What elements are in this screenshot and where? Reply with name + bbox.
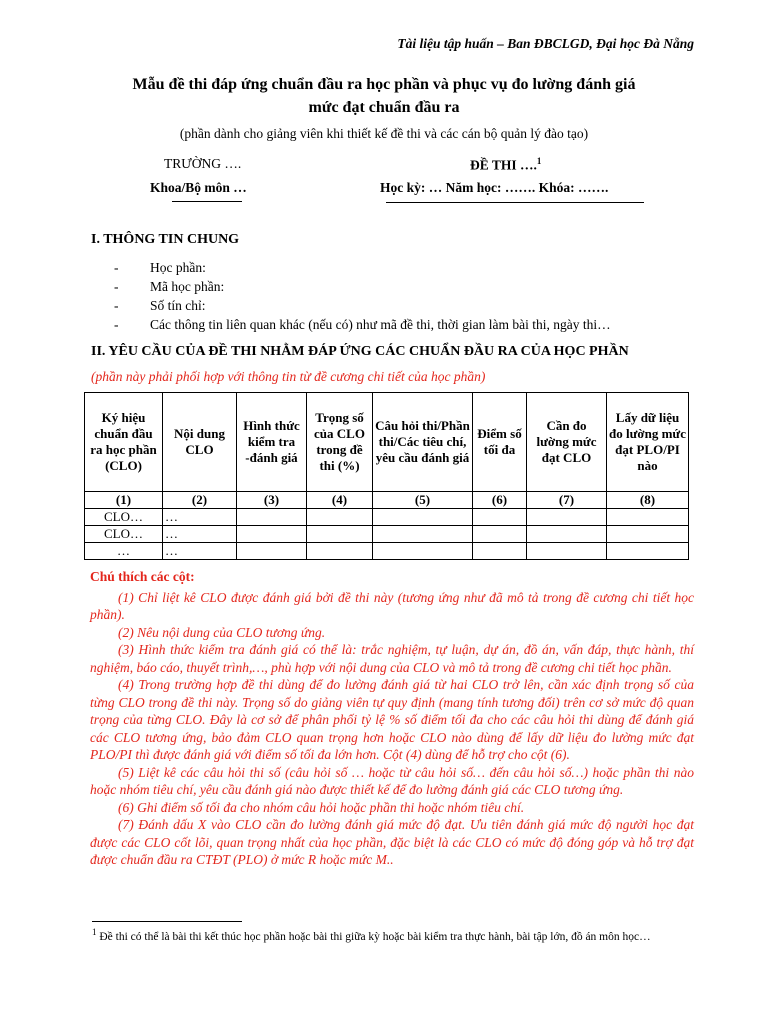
- table-cell: [527, 543, 607, 560]
- table-column-number: (5): [373, 492, 473, 509]
- table-cell: [607, 509, 689, 526]
- table-header-cell: Cần đo lường mức đạt CLO: [527, 393, 607, 492]
- exam-term-underline: [386, 202, 644, 203]
- table-column-number-row: [85, 492, 689, 509]
- section-2-note: (phần này phải phối hợp với thông tin từ đề cương chi tiết của học phần): [91, 369, 486, 384]
- table-column-number: (8): [607, 492, 689, 509]
- table-column-number: (7): [527, 492, 607, 509]
- column-note-1: (1) Chỉ liệt kê CLO được đánh giá bởi đề thi này (tương ứng như đã mô tả trong đề cương chi tiết học phần).: [90, 589, 694, 622]
- table-cell: [307, 543, 373, 560]
- list-item-course: - Học phần:: [114, 258, 714, 277]
- column-note-5: (5) Liệt kê các câu hỏi thi số (câu hỏi số … hoặc từ câu hỏi số… đến câu hỏi số…) hoặc phần thi nào hoặc nhóm tiêu chí, yêu cầu đánh giá nào được thiết kế để đo lường đánh giá các CLO tương ứng.: [90, 764, 694, 797]
- table-cell: …: [85, 543, 163, 560]
- table-column-number: (2): [163, 492, 237, 509]
- table-cell: CLO…: [85, 526, 163, 543]
- table-row: [85, 543, 689, 560]
- table-cell: CLO…: [85, 509, 163, 526]
- section-1-heading: I. THÔNG TIN CHUNG: [91, 232, 240, 247]
- page-subtitle: (phần dành cho giảng viên khi thiết kế đề thi và các cán bộ quản lý đào tạo): [179, 126, 589, 141]
- table-cell: [373, 543, 473, 560]
- table-cell: [237, 509, 307, 526]
- column-note-3: (3) Hình thức kiểm tra đánh giá có thể là: trắc nghiệm, tự luận, dự án, đồ án, vấn đáp, thực hành, thí nghiệm, báo cáo, thuyết trình,…, phù hợp với nội dung của CLO và mô tả trong đề cương chi tiết học phần.: [90, 642, 694, 675]
- list-item-course-code: - Mã học phần:: [114, 277, 714, 296]
- exam-footnote-mark: 1: [536, 156, 542, 166]
- table-cell: [237, 543, 307, 560]
- exam-term: Học kỳ: … Năm học: ……. Khóa: …….: [380, 180, 609, 195]
- table-header-row: [85, 393, 689, 492]
- table-row: [85, 526, 689, 543]
- table-cell: [373, 526, 473, 543]
- table-cell: [307, 509, 373, 526]
- table-cell: [473, 526, 527, 543]
- table-cell: …: [163, 526, 237, 543]
- column-notes-heading: Chú thích các cột:: [90, 569, 195, 584]
- table-header-cell: Điểm số tối đa: [473, 393, 527, 492]
- general-info-list: [114, 258, 714, 334]
- footnote-mark: 1: [92, 927, 97, 937]
- footnote: [92, 924, 696, 946]
- table-cell: [307, 526, 373, 543]
- clo-table: [84, 392, 689, 560]
- table-cell: [607, 526, 689, 543]
- footnote-separator: [92, 921, 242, 922]
- table-cell: [527, 526, 607, 543]
- column-note-7: (7) Đánh dấu X vào CLO cần đo lường đánh giá mức độ đạt. Ưu tiên đánh giá mức độ người học đạt được các CLO cốt lõi, quan trọng nhất của học phần, đặc biệt là các CLO có mức độ đóng góp và hỗ trợ đạt được chuẩn đầu ra CTĐT (PLO) ở mức R hoặc mức M..: [90, 817, 694, 867]
- column-notes: [90, 568, 694, 869]
- footnote-text: Đề thi có thể là bài thi kết thúc học phần hoặc bài thi giữa kỳ hoặc bài kiểm tra thực hành, bài tập lớn, đồ án môn học…: [96, 930, 651, 943]
- table-header-cell: Ký hiệu chuẩn đầu ra học phần (CLO): [85, 393, 163, 492]
- table-cell: [373, 509, 473, 526]
- table-header-cell: Nội dung CLO: [163, 393, 237, 492]
- school-name: TRƯỜNG ….: [164, 156, 242, 171]
- table-cell: [237, 526, 307, 543]
- faculty-name: Khoa/Bộ môn …: [150, 180, 247, 195]
- exam-title-text: ĐỀ THI ….: [470, 157, 537, 173]
- column-note-2: (2) Nêu nội dung của CLO tương ứng.: [118, 624, 326, 640]
- page-title-line-1: Mẫu đề thi đáp ứng chuẩn đầu ra học phần và phục vụ đo lường đánh giá: [132, 76, 636, 93]
- column-note-4: (4) Trong trường hợp đề thi dùng để đo lường đánh giá từ hai CLO trở lên, cần xác định trọng số của từng CLO trong đề thi này. Trọng số do giảng viên tự quy định (mang tính tương đối) trên cơ sở mức độ quan trọng của từng CLO. Đây là cơ sở để phân phối tỷ lệ % số điểm tối đa cho các câu hỏi thi dùng để đánh giá các CLO tương ứng, bảo đảm CLO quan trọng hơn hoặc CLO nào dùng để lấy dữ liệu đo lường mức đạt PLO/PI thì được đánh giá với điểm số tối đa lớn hơn. Cột (4) dùng để hỗ trợ cho cột (6).: [90, 677, 694, 762]
- table-cell: [527, 509, 607, 526]
- list-item-other-info: - Các thông tin liên quan khác (nếu có) như mã đề thi, thời gian làm bài thi, ngày thi…: [114, 315, 714, 334]
- table-column-number: (3): [237, 492, 307, 509]
- table-column-number: (6): [473, 492, 527, 509]
- faculty-underline: [172, 201, 242, 202]
- table-header-cell: Trọng số của CLO trong đề thi (%): [307, 393, 373, 492]
- table-cell: …: [163, 543, 237, 560]
- table-cell: [473, 509, 527, 526]
- document-header-note: Tài liệu tập huấn – Ban ĐBCLGD, Đại học Đà Nẵng: [397, 36, 694, 51]
- table-cell: [607, 543, 689, 560]
- table-header-cell: Hình thức kiểm tra -đánh giá: [237, 393, 307, 492]
- page-title-line-2: mức đạt chuẩn đầu ra: [308, 99, 460, 116]
- table-column-number: (4): [307, 492, 373, 509]
- column-note-6: (6) Ghi điểm số tối đa cho nhóm câu hỏi hoặc phần thi hoặc nhóm tiêu chí.: [118, 799, 525, 815]
- list-item-credits: - Số tín chỉ:: [114, 296, 714, 315]
- table-header-cell: Lấy dữ liệu đo lường mức đạt PLO/PI nào: [607, 393, 689, 492]
- table-column-number: (1): [85, 492, 163, 509]
- table-header-cell: Câu hỏi thi/Phần thi/Các tiêu chí, yêu cầu đánh giá: [373, 393, 473, 492]
- table-cell: [473, 543, 527, 560]
- table-cell: …: [163, 509, 237, 526]
- exam-title: [470, 156, 541, 174]
- section-2-heading: II. YÊU CẦU CỦA ĐỀ THI NHẰM ĐÁP ỨNG CÁC CHUẨN ĐẦU RA CỦA HỌC PHẦN: [91, 344, 629, 359]
- table-row: [85, 509, 689, 526]
